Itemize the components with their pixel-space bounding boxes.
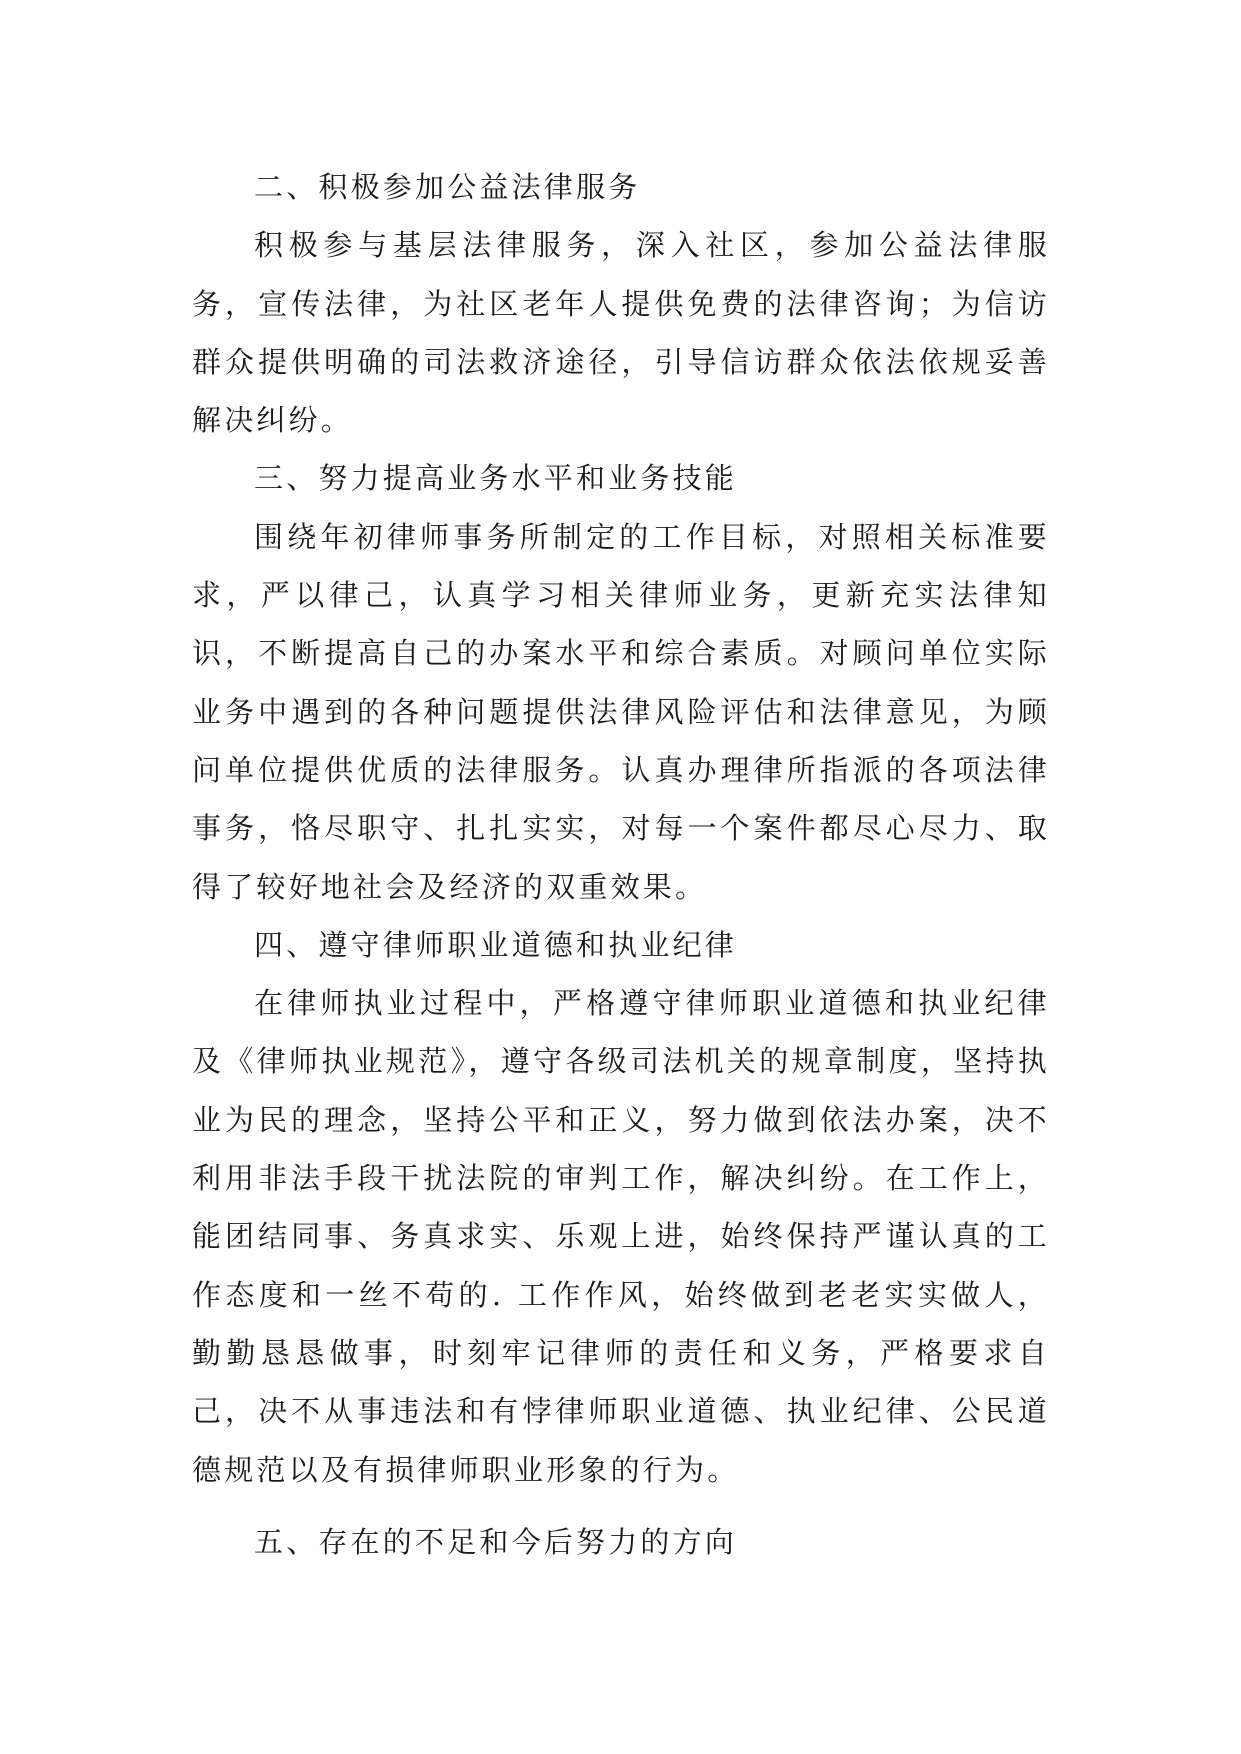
section-paragraph-2: 积极参与基层法律服务，深入社区，参加公益法律服务，宣传法律，为社区老年人提供免费的法律咨询；为信访群众提供明确的司法救济途径，引导信访群众依法依规妥善解决纠纷。 xyxy=(192,228,1050,438)
section-heading-3: 三、努力提高业务水平和业务技能 xyxy=(254,461,738,496)
section-heading-4: 四、遵守律师职业道德和执业纪律 xyxy=(254,927,738,962)
section-paragraph-4: 在律师执业过程中，严格遵守律师职业道德和执业纪律及《律师执业规范》，遵守各级司法机关的规章制度，坚持执业为民的理念，坚持公平和正义，努力做到依法办案，决不利用非法手段干扰法院的审判工作，解决纠纷。在工作上，能团结同事、务真求实、乐观上进，始终保持严谨认真的工作态度和一丝不苟的. 工作作风，始终做到老老实实做人，勤勤恳恳做事，时刻牢记律师的责任和义务，严格要求自己，决不从事违法和有悖律师职业道德、执业纪律、公民道德规范以及有损律师职业形象的行为。 xyxy=(192,986,1050,1487)
section-paragraph-3: 围绕年初律师事务所制定的工作目标，对照相关标准要求，严以律己，认真学习相关律师业务，更新充实法律知识，不断提高自己的办案水平和综合素质。对顾问单位实际业务中遇到的各种问题提供法律风险评估和法律意见，为顾问单位提供优质的法律服务。认真办理律所指派的各项法律事务，恪尽职守、扎扎实实，对每一个案件都尽心尽力、取得了较好地社会及经济的双重效果。 xyxy=(192,519,1050,904)
section-heading-2: 二、积极参加公益法律服务 xyxy=(254,170,641,204)
section-heading-5: 五、存在的不足和今后努力的方向 xyxy=(254,1524,738,1559)
document-body xyxy=(192,158,1050,1571)
